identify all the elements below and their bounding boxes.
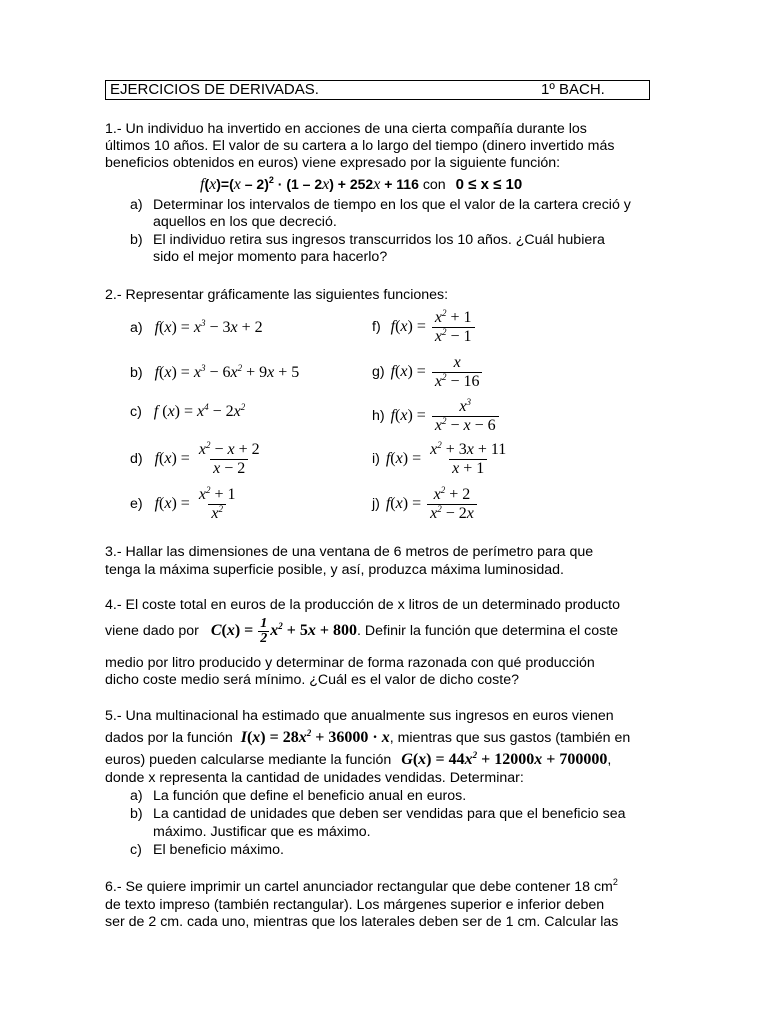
ex4-line2b: . Definir la función que determina el coste [357,623,619,639]
ex2-j: j) f(x) = $\frac{x^2 + 2}{x^2 - 2x}$ [372,486,479,523]
ex3-line1: 3.- Hallar las dimensiones de una ventana de 6 metros de perímetro para que [105,544,594,560]
ex1-item-b [130,232,605,249]
header-box [105,80,650,100]
ex5-line4: donde x representa la cantidad de unidades vendidas. Determinar: [105,770,524,786]
ex2-c-label: c) [130,404,142,420]
ex4-line2: viene dado por C(x) = $\frac{1}{2}$ $x^2 + 5x + 800$. Definir la función que determina el coste [105,616,619,646]
ex1-b-line1: El individuo retira sus ingresos transcurridos los 10 años. ¿Cuál hubiera [153,232,605,248]
ex5-item-b [130,806,626,823]
ex1-line2: últimos 10 años. El valor de su cartera a lo largo del tiempo (dinero invertido más [105,138,615,154]
ex5-line3: euros) pueden calcularse mediante la función $G(x) = 44x^2 + 12000x + 700000$, [105,750,612,768]
ex2-b-label: b) [130,365,143,381]
ex5-line3b: , [607,752,612,768]
ex5-c-label: c) [130,842,142,858]
ex2-c: c) f $(x) = x^4 - 2x^2$ [130,402,246,420]
ex6-line1-sup: 2 [612,877,618,887]
ex2-f-label: f) [372,319,381,336]
ex2-i: i) f(x) = $\frac{x^2 + 3x + 11}{x + 1}$ [372,440,507,477]
document-title: EJERCICIOS DE DERIVADAS. [110,81,319,98]
ex2-e-label: e) [130,496,143,513]
ex6-line3: ser de 2 cm. cada uno, mientras que los laterales deben ser de 1 cm. Calcular las [105,914,619,930]
course-level: 1º BACH. [541,81,605,98]
ex1-b-label: b) [130,232,143,248]
ex5-item-c [130,842,284,859]
ex2-j-label: j) [372,496,380,513]
ex5-b-line1: La cantidad de unidades que deben ser vendidas para que el beneficio sea [153,806,626,822]
ex5-line3a: euros) pueden calcularse mediante la función [105,752,392,768]
ex5-line2: dados por la función $I(x) = 28x^2 + 36000 \cdot x$, mientras que sus gastos (también en [105,728,631,746]
ex1-formula-con: con [422,177,446,193]
ex2-f: f) f(x) = $\frac{x^2 + 1}{x^2 - 1}$ [372,309,477,346]
ex2-d-label: d) [130,451,143,468]
ex2-a: a) $f(x) = x^3 - 3x + 2$ [130,318,263,336]
ex1-a-line1: Determinar los intervalos de tiempo en los que el valor de la cartera creció y [153,197,631,213]
ex5-a-label: a) [130,788,143,804]
ex5-a-line1: La función que define el beneficio anual en euros. [153,788,467,804]
ex1-b-line2: sido el mejor momento para hacerlo? [153,249,388,265]
ex1-a-label: a) [130,197,143,213]
ex2-b: b) $f(x) = x^3 - 6x^2 + 9x + 5$ [130,363,300,381]
ex2-d: d) f(x) = $\frac{x^2 - x + 2}{x - 2}$ [130,440,260,477]
ex6-line2: de texto impreso (también rectangular). Los márgenes superior e inferior deben [105,897,605,913]
ex1-a-line2: aquellos en los que decreció. [153,214,337,230]
ex6-line1a: 6.- Se quiere imprimir un cartel anunciador rectangular que debe contener 18 cm [105,879,613,895]
ex2-h-label: h) [372,408,385,425]
ex1-formula: f(x)=(x – 2)$^2$ · (1 – 2x) + 252x + 116 con 0 ≤ x ≤ 10 [200,175,523,193]
ex2-a-label: a) [130,320,143,336]
ex6-line1 [105,879,618,896]
ex2-h: h) f(x) = $\frac{x^3}{x^2 - x - 6}$ [372,398,501,435]
ex5-line1: 5.- Una multinacional ha estimado que anualmente sus ingresos en euros vienen [105,708,614,724]
ex2-g: g) f(x) = $\frac{x}{x^2 - 16}$ [372,354,484,391]
ex5-b-line2: máximo. Justificar que es máximo. [153,824,371,840]
ex1-line3: beneficios obtenidos en euros) viene expresado por la siguiente función: [105,155,561,171]
ex2-i-label: i) [372,451,380,468]
ex5-item-a [130,788,467,805]
ex4-line4: dicho coste medio será mínimo. ¿Cuál es el valor de dicho coste? [105,672,520,688]
ex5-line2b: , mientras que sus gastos (también en [389,730,631,746]
ex4-line1: 4.- El coste total en euros de la producción de x litros de un determinado producto [105,597,620,613]
ex1-domain: 0 ≤ x ≤ 10 [455,176,523,193]
ex4-line3: medio por litro producido y determinar de forma razonada con qué producción [105,655,595,671]
ex1-item-a [130,197,631,214]
ex5-b-label: b) [130,806,143,822]
ex2-intro: 2.- Representar gráficamente las siguientes funciones: [105,287,449,303]
ex3-line2: tenga la máxima superficie posible, y así, produzca máxima luminosidad. [105,562,564,578]
ex1-line1: 1.- Un individuo ha invertido en acciones de una cierta compañía durante los [105,121,587,137]
ex5-line2a: dados por la función [105,730,233,746]
ex2-e: e) f(x) = $\frac{x^2 + 1}{x^2}$ [130,485,236,522]
ex2-g-label: g) [372,364,385,381]
ex4-line2a: viene dado por [105,623,199,639]
ex5-c-line1: El beneficio máximo. [153,842,284,858]
